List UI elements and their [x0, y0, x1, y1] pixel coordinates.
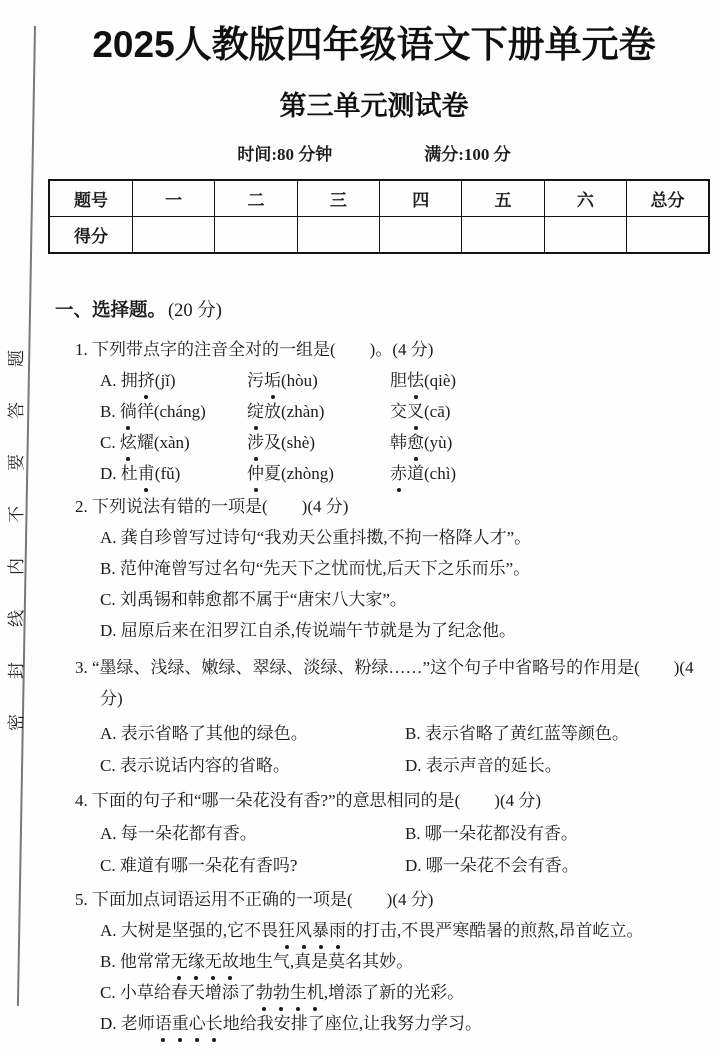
score-blank-cell: [627, 216, 709, 253]
seal-text-vertical: [3, 346, 25, 735]
q5-stem: 5. 下面加点词语运用不正确的一项是( )(4 分): [75, 889, 434, 909]
option-word: C. 炫耀(xàn): [100, 427, 247, 458]
q2-option-d: D. 屈原后来在汨罗江自杀,传说端午节就是为了纪念他。: [100, 620, 517, 640]
option-word: 涉及(shè): [247, 427, 390, 458]
score-blank-cell: [297, 216, 379, 253]
score-blank-cell: [380, 216, 462, 253]
q1-option-d: [100, 458, 712, 489]
score-table-score-row: [49, 216, 709, 253]
q1-stem: 1. 下列带点字的注音全对的一组是( )。(4 分): [75, 339, 434, 359]
q2-stem: 2. 下列说法有错的一项是( )(4 分): [75, 496, 349, 516]
score-table-header-cell: 五: [462, 180, 544, 217]
score-blank-cell: [133, 216, 215, 253]
score-table-header-cell: 题号: [49, 180, 133, 217]
q5-option-d: D. 老师语重心长地给我安排了座位,让我努力学习。: [100, 1008, 712, 1039]
option-word: D. 杜甫(fǔ): [100, 458, 247, 489]
question-2: [36, 491, 712, 646]
question-4: [36, 785, 712, 882]
q4-option-b: B. 哪一朵花都没有香。: [405, 823, 578, 843]
q3-option-a: A. 表示省略了其他的绿色。: [100, 723, 308, 743]
question-3: [36, 652, 712, 782]
option-word: 绽放(zhàn): [247, 396, 390, 427]
seal-char: 内: [6, 558, 26, 575]
score-table-header-cell: 二: [215, 180, 297, 217]
unit-test-title: 第三单元测试卷: [279, 90, 469, 121]
seal-char: 不: [6, 506, 26, 523]
seal-char: 要: [6, 454, 26, 471]
q1-option-b: [100, 396, 712, 427]
score-table: [48, 179, 710, 254]
q4-option-row-ab: [100, 818, 712, 850]
score-table-header-row: [49, 180, 709, 217]
option-word: 胆怯(qiè): [390, 365, 712, 396]
q4-stem: 4. 下面的句子和“哪一朵花没有香?”的意思相同的是( )(4 分): [75, 790, 542, 810]
q1-option-a: [100, 365, 712, 396]
option-word: 仲夏(zhòng): [247, 458, 390, 489]
seal-char: 线: [6, 610, 26, 627]
q3-option-b: B. 表示省略了黄红蓝等颜色。: [405, 723, 629, 743]
q3-option-row-ab: [100, 718, 712, 750]
q3-option-c: C. 表示说话内容的省略。: [100, 755, 290, 775]
seal-char: 题: [6, 350, 26, 367]
section-points: (20 分): [168, 300, 222, 321]
paper-content: [36, 0, 712, 1039]
section-title: 一、选择题。: [55, 300, 167, 321]
q3-stem-line1: 3. “墨绿、浅绿、嫩绿、翠绿、淡绿、粉绿……”这个句子中省略号的作用是( )(4: [75, 657, 694, 677]
score-table-header-cell: 三: [297, 180, 379, 217]
score-label-cell: 得分: [49, 216, 133, 253]
q2-option-b: B. 范仲淹曾写过名句“先天下之忧而忧,后天下之乐而乐”。: [100, 558, 531, 578]
q1-option-c: [100, 427, 712, 458]
q5-option-b: B. 他常常无缘无故地生气,真是莫名其妙。: [100, 946, 712, 977]
q3-stem-line2: 分): [100, 688, 123, 708]
q2-option-a: A. 龚自珍曾写过诗句“我劝天公重抖擞,不拘一格降人才”。: [100, 527, 532, 547]
q2-option-c: C. 刘禹锡和韩愈都不属于“唐宋八大家”。: [100, 589, 407, 609]
q4-option-row-cd: [100, 850, 712, 882]
time-limit-label: 时间:80 分钟: [237, 144, 333, 164]
q4-option-a: A. 每一朵花都有香。: [100, 823, 257, 843]
q3-option-row-cd: [100, 750, 712, 782]
option-word: 交叉(cā): [390, 396, 712, 427]
score-blank-cell: [215, 216, 297, 253]
full-score-label: 满分:100 分: [424, 144, 511, 164]
q4-option-d: D. 哪一朵花不会有香。: [405, 855, 579, 875]
question-1: [36, 334, 712, 489]
score-blank-cell: [462, 216, 544, 253]
score-table-header-cell: 六: [544, 180, 626, 217]
option-word: 赤道(chì): [390, 458, 712, 489]
q4-option-c: C. 难道有哪一朵花有香吗?: [100, 855, 298, 875]
option-word: A. 拥挤(jǐ): [100, 365, 247, 396]
score-table-header-cell: 总分: [627, 180, 709, 217]
q3-option-d: D. 表示声音的延长。: [405, 755, 562, 775]
seal-char: 密: [6, 714, 26, 731]
q5-option-c: C. 小草给春天增添了勃勃生机,增添了新的光彩。: [100, 977, 712, 1008]
section-one-heading: [55, 298, 712, 324]
seal-char: 封: [6, 662, 26, 679]
score-blank-cell: [544, 216, 626, 253]
score-table-header-cell: 四: [380, 180, 462, 217]
score-table-header-cell: 一: [133, 180, 215, 217]
option-word: B. 徜徉(cháng): [100, 396, 247, 427]
question-5: [36, 884, 712, 1039]
seal-char: 答: [6, 402, 26, 419]
option-word: 污垢(hòu): [247, 365, 390, 396]
option-word: 韩愈(yù): [390, 427, 712, 458]
paper-title: 2025人教版四年级语文下册单元卷: [92, 24, 656, 65]
q5-option-a: A. 大树是坚强的,它不畏狂风暴雨的打击,不畏严寒酷暑的煎熬,昂首屹立。: [100, 915, 712, 946]
exam-meta: [36, 140, 712, 165]
